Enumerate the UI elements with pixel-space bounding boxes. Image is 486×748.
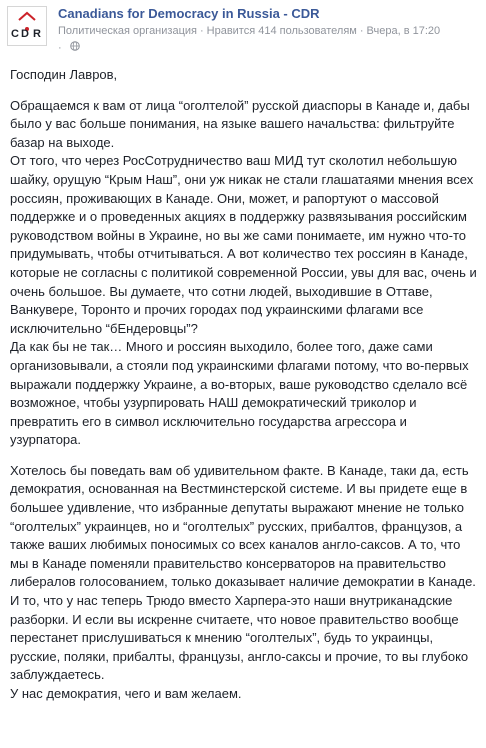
page-avatar[interactable] bbox=[7, 6, 47, 46]
page-name-link[interactable]: Canadians for Democracy in Russia - CDR bbox=[58, 6, 320, 21]
post-header bbox=[0, 0, 486, 60]
page-category: Политическая организация bbox=[58, 25, 197, 37]
cdr-logo-icon bbox=[10, 11, 44, 41]
meta-separator: · bbox=[199, 25, 204, 37]
globe-icon[interactable] bbox=[70, 41, 80, 51]
meta-separator: · bbox=[359, 25, 364, 37]
post-paragraph: Хотелось бы поведать вам об удивительном факте. В Канаде, таки да, есть демократия, основанная на Вестминстерской системе. И вы придете еще в большее удивление, что избранные депутаты выражают мнение не только “оголтелых” украинцев, но и “оголтелых” русских, прибалтов, французов, а также ваших любимых поносимых со всех каналов англо-саксов. А то, что мы в Канаде поменяли правительство консерваторов на правительство либералов голосованием, только доказывает наличие демократии в Канаде. И то, что у нас теперь Трюдо вместо Харпера-это наши внутриканадские разборки. И если вы искренне считаете, что новое правительство вообще перестанет прислушиваться к мнению “оголтелых”, будь то украинцы, русские, поляки, прибалты, французы, англо-саксы и прочие, то вы глубоко заблуждаетесь. bbox=[10, 462, 476, 683]
post-paragraph: Обращаемся к вам от лица “оголтелой” русской диаспоры в Канаде и, дабы было у вас больше понимания, на языке вашего начальства: фильтруйте базар на выходе. bbox=[10, 97, 470, 150]
paragraph-gap bbox=[10, 85, 480, 97]
paragraph-gap bbox=[10, 450, 480, 462]
post-meta bbox=[58, 25, 440, 37]
post-timestamp[interactable]: Вчера, в 17:20 bbox=[366, 25, 441, 37]
post-body bbox=[10, 66, 480, 704]
post-paragraph: Да как бы не так… Много и россиян выходило, более того, даже сами организовывали, а стояли под украинскими флагами потому, что во-первых выражали поддержку Украине, а во-вторых, ваше руководство сделало всё возможное, чтобы узурпировать НАШ демократический триколор и превратить его в символ исключительно государства агрессора и узурпатора. bbox=[10, 339, 469, 448]
page-likes-count[interactable]: Нравится 414 пользователям bbox=[206, 25, 357, 37]
post-paragraph: От того, что через РосСотрудничество ваш МИД тут сколотил небольшую шайку, орущую “Крым Наш”, они уж никак не стали глашатаями мнения всех россиян, проживающих в Канаде. Они, может, и рапортуют о массовой поддержке и о проведенных акциях в поддержку развязывания российским руководством войны в Украине, но вы же сами понимаете, им нужно что-то придумывать, чтобы отчитываться. А вот количество тех россиян в Канаде, которые не согласны с политикой современной России, увы для вас, очень и очень большое. Вы думаете, что сотни людей, выходившие в Оттаве, Ванкувере, Торонто и прочих городах под украинскими флагами все исключительно “бЕндеровцы”? bbox=[10, 153, 477, 336]
meta-row-2 bbox=[58, 38, 80, 56]
svg-text:R: R bbox=[33, 28, 41, 40]
svg-text:D: D bbox=[21, 28, 29, 40]
meta-separator: · bbox=[58, 42, 62, 54]
post-paragraph: У нас демократия, чего и вам желаем. bbox=[10, 686, 242, 701]
post-greeting: Господин Лавров, bbox=[10, 67, 118, 82]
svg-text:C: C bbox=[11, 28, 19, 40]
